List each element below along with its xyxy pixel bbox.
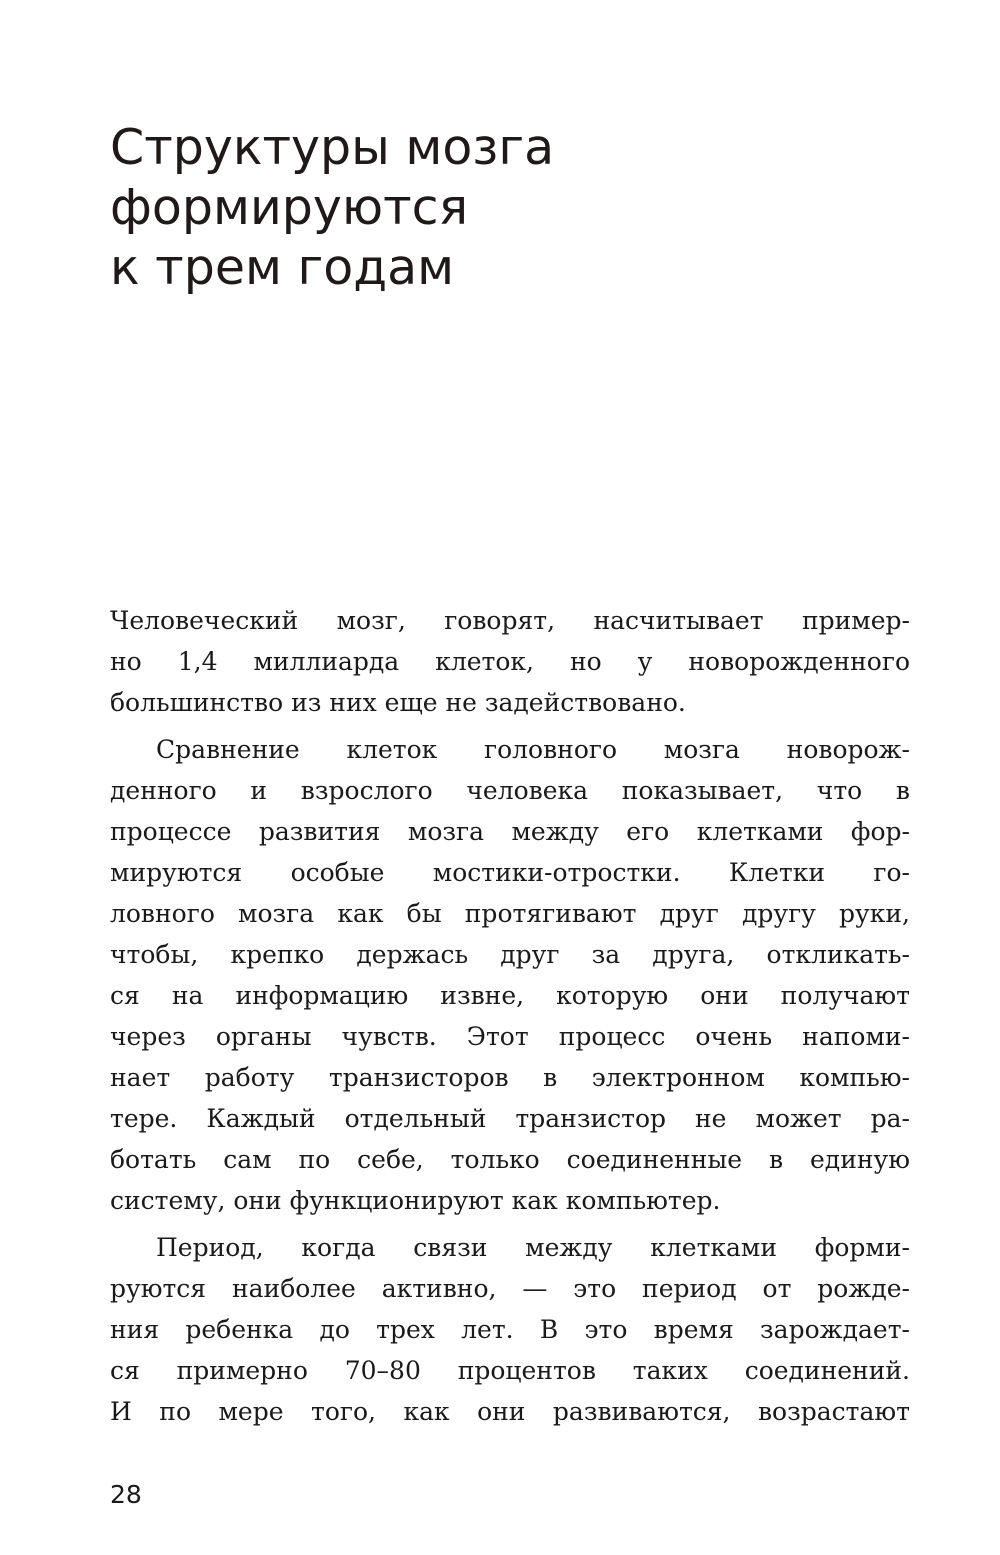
text-line: И по мере того, как они развиваются, возрастают [110,1397,910,1426]
text-line: руются наиболее активно, — это период от рожде- [110,1274,910,1303]
chapter-title-line: к трем годам [110,239,455,296]
text-line: процессе развития мозга между его клетками фор- [110,817,910,846]
text-line: но 1,4 миллиарда клеток, но у новорожденного [110,647,910,676]
chapter-title-line: формируются [110,179,469,236]
chapter-title-line: Структуры мозга [110,119,555,176]
page-number: 28 [110,1480,142,1509]
chapter-title [110,118,554,298]
text-line: чтобы, крепко держась друг за друга, откликать- [110,940,910,969]
text-line: через органы чувств. Этот процесс очень напоми- [110,1022,910,1051]
text-line: Сравнение клеток головного мозга новорож- [156,735,910,764]
text-line: нает работу транзисторов в электронном компью- [110,1063,910,1092]
text-line: большинство из них еще не задействовано. [110,688,686,717]
text-line: ся примерно 70–80 процентов таких соединений. [110,1356,910,1385]
text-line: мируются особые мостики-отростки. Клетки го- [110,858,910,887]
paragraph [110,600,910,723]
text-line: ния ребенка до трех лет. В это время зарождает- [110,1315,910,1344]
paragraph [110,729,910,1221]
text-line: ся на информацию извне, которую они получают [110,981,910,1010]
body-text [110,600,910,1438]
text-line: Период, когда связи между клетками форми- [156,1233,910,1262]
text-line: систему, они функционируют как компьютер. [110,1186,721,1215]
text-line: тере. Каждый отдельный транзистор не может ра- [110,1104,910,1133]
text-line: ботать сам по себе, только соединенные в единую [110,1145,910,1174]
text-line: Человеческий мозг, говорят, насчитывает пример- [110,606,910,635]
text-line: денного и взрослого человека показывает, что в [110,776,910,805]
paragraph [110,1227,910,1432]
text-line: ловного мозга как бы протягивают друг другу руки, [110,899,910,928]
